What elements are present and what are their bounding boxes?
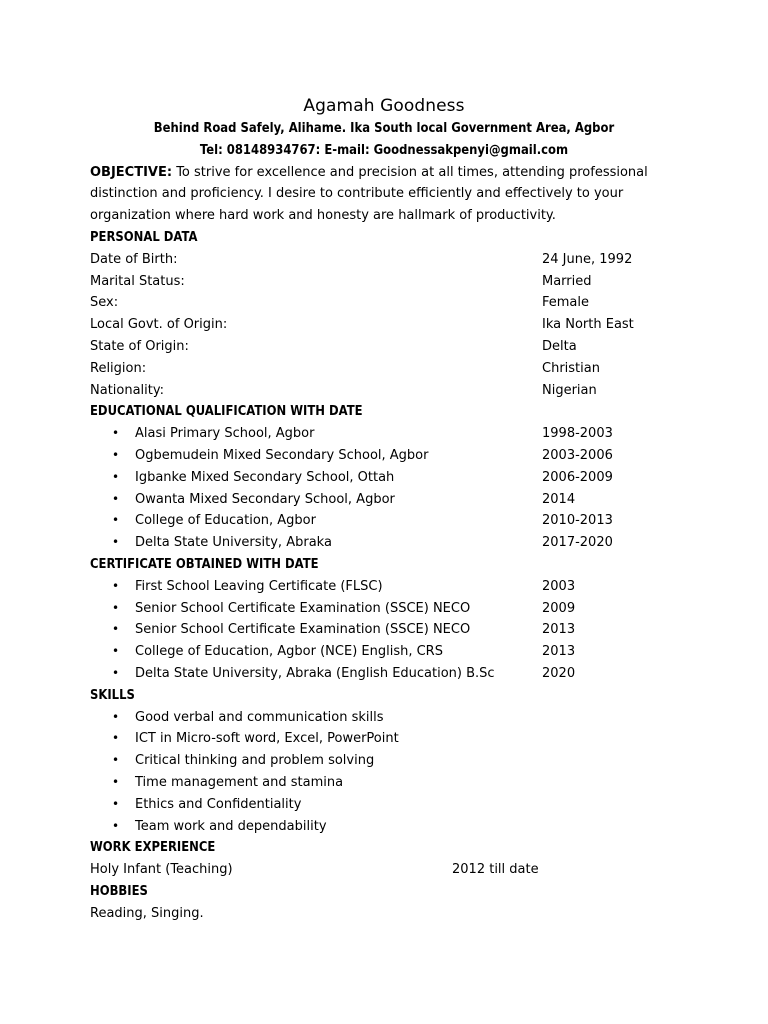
education-date: 2010-2013 (542, 513, 613, 529)
address-line: Behind Road Safely, Alihame. Ika South local Government Area, Agbor (153, 120, 615, 136)
personal-row (90, 249, 678, 271)
certificate-date: 2009 (542, 600, 576, 616)
bullet-icon: • (112, 709, 120, 724)
bullet-icon: • (112, 753, 120, 768)
personal-data-heading: PERSONAL DATA (90, 228, 198, 245)
certificate-date: 2020 (542, 665, 576, 681)
education-school: Alasi Primary School, Agbor (135, 426, 315, 442)
personal-value: Christian (542, 360, 600, 376)
bullet-icon: • (112, 818, 120, 833)
education-school: Igbanke Mixed Secondary School, Ottah (135, 469, 395, 485)
certificate-date: 2013 (542, 622, 576, 638)
list-item (90, 423, 678, 445)
list-item (90, 532, 678, 554)
list-item (90, 619, 678, 641)
personal-row (90, 336, 678, 358)
personal-value: Nigerian (542, 382, 597, 398)
personal-row (90, 380, 678, 402)
contact-line: Tel: 08148934767: E-mail: Goodnessakpenyi@gmail.com (199, 141, 569, 158)
personal-value: Female (542, 295, 590, 311)
list-item (90, 598, 678, 620)
list-item (90, 489, 678, 511)
list-item (90, 772, 678, 794)
education-date: 1998-2003 (542, 426, 613, 442)
personal-value: Delta (542, 338, 577, 354)
work-experience-heading: WORK EXPERIENCE (90, 839, 216, 856)
certificate-name: Delta State University, Abraka (English Education) B.Sc (135, 665, 495, 681)
list-item (90, 663, 678, 685)
applicant-name: Agamah Goodness (303, 96, 465, 116)
education-school: Delta State University, Abraka (135, 535, 332, 551)
personal-value: 24 June, 1992 (542, 251, 633, 267)
list-item (90, 750, 678, 772)
education-list (90, 423, 678, 554)
personal-label: Local Govt. of Origin: (90, 317, 228, 333)
education-date: 2006-2009 (542, 469, 613, 485)
bullet-icon: • (112, 447, 120, 462)
list-item (90, 445, 678, 467)
education-school: College of Education, Agbor (135, 513, 316, 529)
work-place: Holy Infant (Teaching) (90, 862, 233, 878)
personal-row (90, 358, 678, 380)
objective-paragraph (90, 162, 678, 227)
certificate-date: 2003 (542, 578, 576, 594)
list-item (90, 641, 678, 663)
personal-row (90, 271, 678, 293)
personal-label: Religion: (90, 360, 147, 376)
skills-heading: SKILLS (90, 686, 135, 703)
personal-data-list (90, 249, 678, 402)
certificates-list (90, 576, 678, 685)
education-date: 2014 (542, 491, 576, 507)
hobbies-text: Reading, Singing. (90, 905, 204, 921)
skill-text: Critical thinking and problem solving (135, 753, 375, 769)
bullet-icon: • (112, 426, 120, 441)
bullet-icon: • (112, 578, 120, 593)
personal-value: Married (542, 273, 592, 289)
personal-label: Sex: (90, 295, 119, 311)
education-heading: EDUCATIONAL QUALIFICATION WITH DATE (90, 403, 363, 420)
certificate-date: 2013 (542, 644, 576, 660)
skills-list (90, 707, 678, 838)
personal-label: State of Origin: (90, 338, 189, 354)
certificate-name: First School Leaving Certificate (FLSC) (135, 578, 383, 594)
personal-label: Nationality: (90, 382, 165, 398)
education-school: Ogbemudein Mixed Secondary School, Agbor (135, 447, 429, 463)
list-item (90, 707, 678, 729)
bullet-icon: • (112, 796, 120, 811)
objective-text: To strive for excellence and precision at all times, attending professional distinction and proficiency. I desire to contribute efficiently and effectively to your organization where hard work and honesty are hallmark of productivity. (90, 164, 648, 224)
bullet-icon: • (112, 469, 120, 484)
objective-label: OBJECTIVE: (90, 164, 173, 180)
skill-text: ICT in Micro-soft word, Excel, PowerPoint (135, 731, 399, 747)
skill-text: Ethics and Confidentiality (135, 796, 302, 812)
personal-row (90, 292, 678, 314)
education-school: Owanta Mixed Secondary School, Agbor (135, 491, 395, 507)
skill-text: Team work and dependability (135, 818, 327, 834)
bullet-icon: • (112, 774, 120, 789)
list-item (90, 510, 678, 532)
certificate-name: Senior School Certificate Examination (SSCE) NECO (135, 600, 471, 616)
certificate-name: Senior School Certificate Examination (SSCE) NECO (135, 622, 471, 638)
list-item (90, 576, 678, 598)
personal-value: Ika North East (542, 317, 634, 333)
certificates-heading: CERTIFICATE OBTAINED WITH DATE (90, 555, 319, 572)
hobbies-heading: HOBBIES (90, 882, 148, 899)
personal-label: Marital Status: (90, 273, 185, 289)
certificate-name: College of Education, Agbor (NCE) English, CRS (135, 644, 443, 660)
work-period: 2012 till date (452, 862, 539, 878)
personal-row (90, 314, 678, 336)
education-date: 2017-2020 (542, 535, 613, 551)
bullet-icon: • (112, 665, 120, 680)
skill-text: Good verbal and communication skills (135, 709, 384, 725)
bullet-icon: • (112, 491, 120, 506)
bullet-icon: • (112, 622, 120, 637)
personal-label: Date of Birth: (90, 251, 178, 267)
list-item (90, 728, 678, 750)
list-item (90, 467, 678, 489)
list-item (90, 794, 678, 816)
bullet-icon: • (112, 731, 120, 746)
skill-text: Time management and stamina (135, 774, 344, 790)
bullet-icon: • (112, 535, 120, 550)
list-item (90, 816, 678, 838)
bullet-icon: • (112, 600, 120, 615)
bullet-icon: • (112, 513, 120, 528)
bullet-icon: • (112, 644, 120, 659)
education-date: 2003-2006 (542, 447, 613, 463)
work-experience-row (90, 859, 678, 881)
